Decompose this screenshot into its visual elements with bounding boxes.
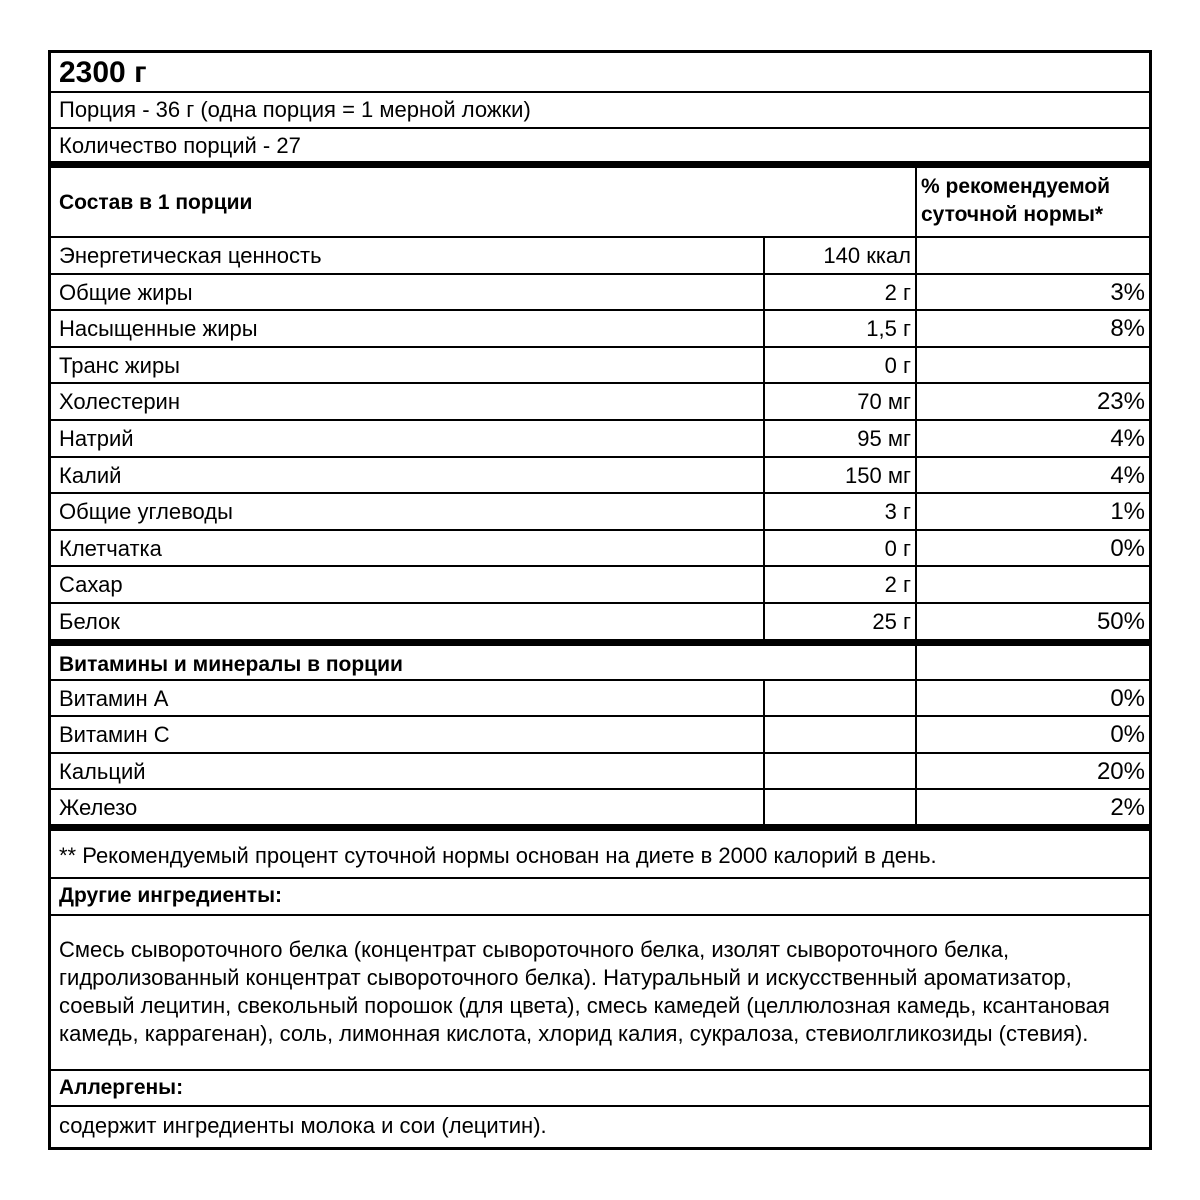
- nutrient-name: Клетчатка: [59, 535, 162, 561]
- footnote-row: [51, 824, 1149, 877]
- nutrient-amount: 95 мг: [857, 426, 911, 451]
- nutrient-name: Белок: [59, 609, 120, 634]
- column-divider: [915, 421, 917, 456]
- table-row: [51, 788, 1149, 824]
- daily-value-percent: 0%: [1110, 685, 1145, 712]
- column-divider: [915, 494, 917, 529]
- column-divider: [915, 531, 917, 566]
- table-row: [51, 529, 1149, 566]
- nutrient-amount: 150 мг: [845, 462, 911, 488]
- table-row: [51, 715, 1149, 751]
- column-divider: [915, 384, 917, 419]
- package-weight: 2300 г: [59, 56, 147, 89]
- nutrient-amount: 140 ккал: [823, 243, 911, 268]
- nutrient-amount: 3 г: [884, 499, 911, 525]
- ingredients-line: камедь, каррагенан), соль, лимонная кислота, хлорид калия, сукралоза, стевиолгликозиды (стевия).: [59, 1021, 1089, 1046]
- nutrient-name: Кальций: [59, 758, 146, 784]
- table-row: [51, 492, 1149, 529]
- nutrient-name: Витамин С: [59, 722, 170, 748]
- column-divider: [915, 717, 917, 751]
- daily-value-percent: 2%: [1110, 793, 1145, 821]
- nutrient-name: Натрий: [59, 426, 134, 451]
- column-divider: [915, 790, 917, 824]
- column-divider: [915, 604, 917, 639]
- daily-value-percent: 20%: [1096, 757, 1145, 785]
- nutrient-name: Транс жиры: [59, 352, 180, 378]
- table-row: [51, 752, 1149, 788]
- daily-value-percent: 4%: [1110, 461, 1145, 489]
- nutrient-name: Холестерин: [59, 389, 180, 415]
- ingredients-title-row: [51, 877, 1149, 914]
- serving-size: Порция - 36 г (одна порция = 1 мерной ложки): [59, 97, 531, 122]
- column-divider: [915, 754, 917, 788]
- daily-value-percent: 50%: [1096, 608, 1145, 635]
- nutrient-name: Общие углеводы: [59, 499, 233, 525]
- daily-value-percent: 3%: [1110, 278, 1145, 306]
- ingredients-line: гидролизованный концентрат сывороточного белка). Натуральный и искусственный ароматизатор,: [59, 965, 1072, 990]
- composition-header-row: [51, 161, 1149, 236]
- serving-row: [51, 91, 1149, 127]
- dv-header-line1: % рекомендуемой: [921, 175, 1111, 198]
- column-divider: [763, 717, 765, 751]
- column-divider: [915, 458, 917, 493]
- nutrient-amount: 1,5 г: [866, 316, 911, 342]
- allergens-text: содержит ингредиенты молока и сои (лецитин).: [59, 1113, 547, 1138]
- ingredients-title: Другие ингредиенты:: [59, 884, 283, 907]
- table-row: [51, 565, 1149, 602]
- allergens-title: Аллергены:: [59, 1076, 184, 1099]
- nutrient-amount: 2 г: [884, 279, 911, 305]
- nutrient-name: Энергетическая ценность: [59, 243, 322, 268]
- column-divider: [915, 238, 917, 273]
- daily-value-percent: 1%: [1110, 498, 1145, 526]
- column-divider: [915, 681, 917, 715]
- servings-count-row: [51, 127, 1149, 163]
- nutrient-name: Калий: [59, 462, 122, 488]
- ingredients-line: соевый лецитин, свекольный порошок (для цвета), смесь камедей (целлюлозная камедь, ксантановая: [59, 993, 1110, 1018]
- column-divider: [763, 681, 765, 715]
- composition-title: Состав в 1 порции: [59, 191, 253, 214]
- ingredients-text: [59, 936, 1141, 1048]
- nutrition-label: [48, 50, 1152, 1150]
- column-divider: [915, 348, 917, 383]
- table-row: [51, 346, 1149, 383]
- nutrient-name: Железо: [59, 794, 138, 820]
- daily-value-percent: 0%: [1110, 721, 1145, 749]
- daily-value-percent: 4%: [1110, 425, 1145, 452]
- column-divider: [915, 168, 917, 236]
- servings-count: Количество порций - 27: [59, 133, 301, 158]
- nutrient-amount: 0 г: [884, 352, 911, 378]
- daily-value-percent: 0%: [1110, 534, 1145, 562]
- table-row: [51, 419, 1149, 456]
- table-row: [51, 679, 1149, 715]
- column-divider: [763, 790, 765, 824]
- column-divider: [915, 311, 917, 346]
- nutrient-name: Общие жиры: [59, 279, 193, 305]
- table-row: [51, 273, 1149, 310]
- column-divider: [763, 754, 765, 788]
- table-row: [51, 236, 1149, 273]
- allergens-text-row: [51, 1105, 1149, 1147]
- daily-value-percent: 8%: [1110, 315, 1145, 343]
- vitamins-header-row: [51, 639, 1149, 679]
- column-divider: [915, 646, 917, 679]
- column-divider: [915, 567, 917, 602]
- nutrient-amount: 2 г: [884, 572, 911, 598]
- ingredients-line: Смесь сывороточного белка (концентрат сывороточного белка, изолят сывороточного белка,: [59, 937, 1010, 962]
- weight-row: [51, 53, 1149, 91]
- table-row: [51, 456, 1149, 493]
- allergens-title-row: [51, 1069, 1149, 1105]
- daily-value-percent: 23%: [1096, 388, 1145, 416]
- ingredients-text-row: [51, 914, 1149, 1069]
- dv-header-line2: суточной нормы*: [921, 203, 1104, 226]
- nutrient-name: Сахар: [59, 572, 123, 598]
- footnote: ** Рекомендуемый процент суточной нормы основан на диете в 2000 калорий в день.: [59, 843, 937, 868]
- nutrient-name: Витамин А: [59, 686, 169, 711]
- table-row: [51, 602, 1149, 639]
- column-divider: [915, 275, 917, 310]
- nutrient-amount: 25 г: [872, 609, 911, 634]
- nutrient-amount: 0 г: [884, 535, 911, 561]
- nutrient-name: Насыщенные жиры: [59, 316, 258, 342]
- vitamins-title: Витамины и минералы в порции: [59, 653, 403, 676]
- nutrient-amount: 70 мг: [857, 389, 911, 415]
- table-row: [51, 309, 1149, 346]
- table-row: [51, 382, 1149, 419]
